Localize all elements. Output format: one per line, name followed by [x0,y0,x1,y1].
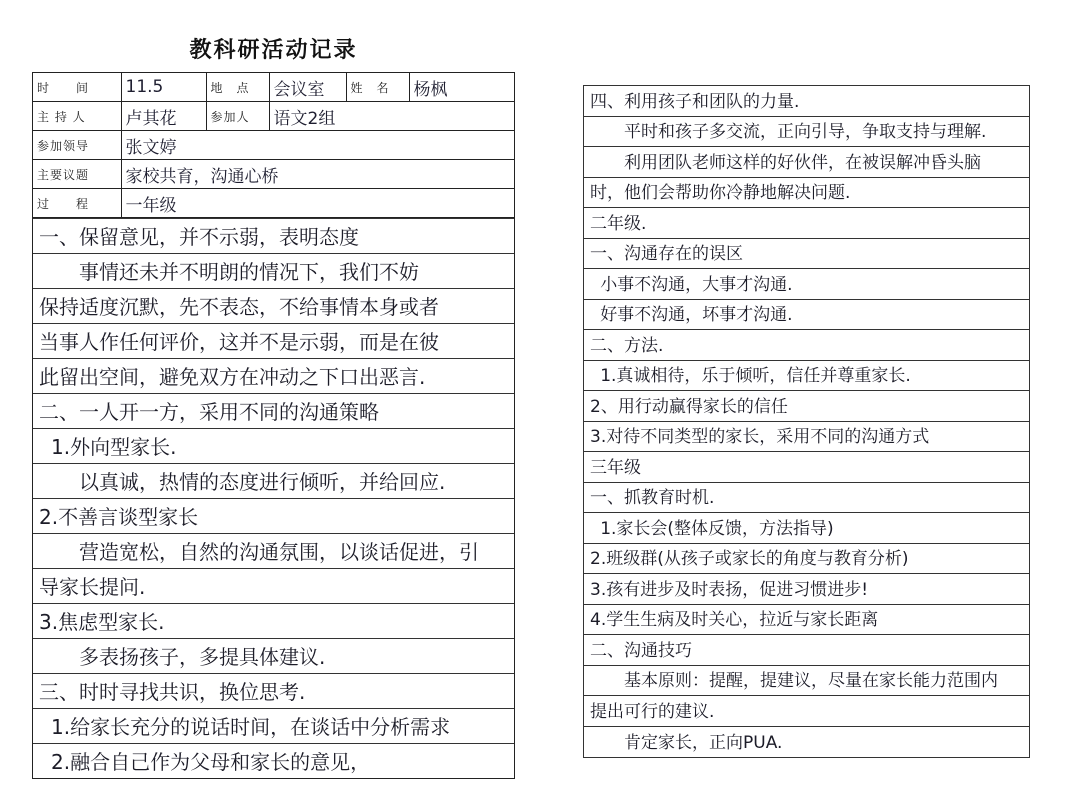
participants-label: 参加人 [206,102,269,131]
left-ruled-lines [33,218,514,778]
left-line [33,218,514,253]
right-line [584,727,1029,758]
right-line [584,452,1029,483]
place-value: 会议室 [269,73,346,102]
left-line [33,708,514,743]
right-line [584,361,1029,392]
handwritten-text: 好事不沟通，坏事才沟通. [600,305,793,325]
handwritten-text: 3.孩有进步及时表扬，促进习惯进步! [590,579,869,600]
handwritten-text: 2、用行动赢得家长的信任 [590,396,788,417]
left-line [33,288,514,323]
right-line [584,544,1029,575]
info-row-process [33,189,514,218]
handwritten-text: 保持适度沉默，先不表态，不给事情本身或者 [39,295,439,319]
left-line [33,743,514,778]
handwritten-text: 平时和孩子多交流，正向引导，争取支持与理解. [624,122,987,142]
time-label: 时 间 [33,73,121,102]
left-line [33,358,514,393]
handwritten-text: 二、一人开一方，采用不同的沟通策略 [39,400,379,424]
handwritten-text: 以真诚，热情的态度进行倾听，并给回应. [79,470,446,494]
handwritten-text: 多表扬孩子，多提具体建议. [79,645,326,669]
topic-value: 家校共育，沟通心桥 [121,160,514,189]
handwritten-text: 二、方法. [590,335,664,356]
record-info-table [33,73,514,218]
left-line [33,428,514,463]
name-label: 姓 名 [346,73,409,102]
handwritten-text: 肯定家长，正向PUA. [624,733,783,753]
handwritten-text: 当事人作任何评价，这并不是示弱，而是在彼 [39,330,439,354]
handwritten-text: 此留出空间，避免双方在冲动之下口出恶言. [39,365,426,389]
topic-label: 主要议题 [33,160,121,189]
right-line [584,269,1029,300]
right-line [584,605,1029,636]
place-label: 地 点 [206,73,269,102]
name-value: 杨枫 [409,73,514,102]
right-line [584,330,1029,361]
handwritten-text: 二年级. [590,213,647,234]
handwritten-text: 时，他们会帮助你冷静地解决问题. [590,183,851,203]
left-line [33,533,514,568]
handwritten-text: 1.家长会(整体反馈，方法指导) [600,518,834,539]
handwritten-text: 3.焦虑型家长. [39,610,165,634]
right-line [584,239,1029,270]
process-value: 一年级 [121,189,514,218]
time-value: 11.5 [121,73,206,102]
host-value: 卢其花 [121,102,206,131]
left-page [32,72,515,779]
leader-label: 参加领导 [33,131,121,160]
handwritten-text: 2.不善言谈型家长 [39,505,199,529]
handwritten-text: 小事不沟通，大事才沟通. [600,274,793,295]
handwritten-text: 三年级 [590,457,641,478]
handwritten-text: 一、抓教育时机. [590,488,715,508]
left-line [33,568,514,603]
handwritten-text: 二、沟通技巧 [590,640,692,661]
right-line [584,422,1029,453]
right-line [584,178,1029,209]
right-line [584,86,1029,117]
info-row-host [33,102,514,131]
right-line [584,513,1029,544]
handwritten-text: 1.给家长充分的说话时间，在谈话中分析需求 [51,715,451,739]
host-label: 主 持 人 [33,102,121,131]
handwritten-text: 4.学生生病及时关心，拉近与家长距离 [590,610,879,630]
handwritten-text: 3.对待不同类型的家长，采用不同的沟通方式 [590,427,930,447]
participants-value: 语文2组 [269,102,514,131]
right-line [584,635,1029,666]
handwritten-text: 提出可行的建议. [590,701,715,722]
process-label: 过 程 [33,189,121,218]
left-line [33,603,514,638]
left-line [33,498,514,533]
left-line [33,323,514,358]
left-line [33,638,514,673]
handwritten-text: 营造宽松，自然的沟通氛围，以谈话促进，引 [79,540,479,564]
info-row-time [33,73,514,102]
leader-value: 张文婷 [121,131,514,160]
left-line [33,463,514,498]
right-line [584,208,1029,239]
right-line [584,147,1029,178]
document-title: 教科研活动记录 [189,37,358,63]
left-line [33,673,514,708]
handwritten-text: 利用团队老师这样的好伙伴，在被误解冲昏头脑 [624,152,981,173]
handwritten-text: 2.班级群(从孩子或家长的角度与教育分析) [590,549,909,569]
handwritten-text: 四、利用孩子和团队的力量. [590,91,800,112]
right-line [584,391,1029,422]
right-line [584,666,1029,697]
info-row-leader [33,131,514,160]
handwritten-text: 1.外向型家长. [51,435,177,459]
right-line [584,483,1029,514]
handwritten-text: 事情还未并不明朗的情况下，我们不妨 [79,260,419,284]
handwritten-text: 基本原则：提醒，提建议，尽量在家长能力范围内 [624,671,998,691]
left-line [33,253,514,288]
info-row-topic [33,160,514,189]
handwritten-text: 一、保留意见，并不示弱，表明态度 [39,225,359,249]
right-line [584,574,1029,605]
handwritten-text: 一、沟通存在的误区 [590,244,743,264]
handwritten-text: 三、时时寻找共识，换位思考. [39,680,306,704]
right-line [584,696,1029,727]
right-line [584,117,1029,148]
right-page [583,85,1030,758]
left-line [33,393,514,428]
right-line [584,300,1029,331]
handwritten-text: 2.融合自己作为父母和家长的意见， [51,750,371,774]
handwritten-text: 导家长提问. [39,575,146,599]
handwritten-text: 1.真诚相待，乐于倾听，信任并尊重家长. [600,366,911,386]
